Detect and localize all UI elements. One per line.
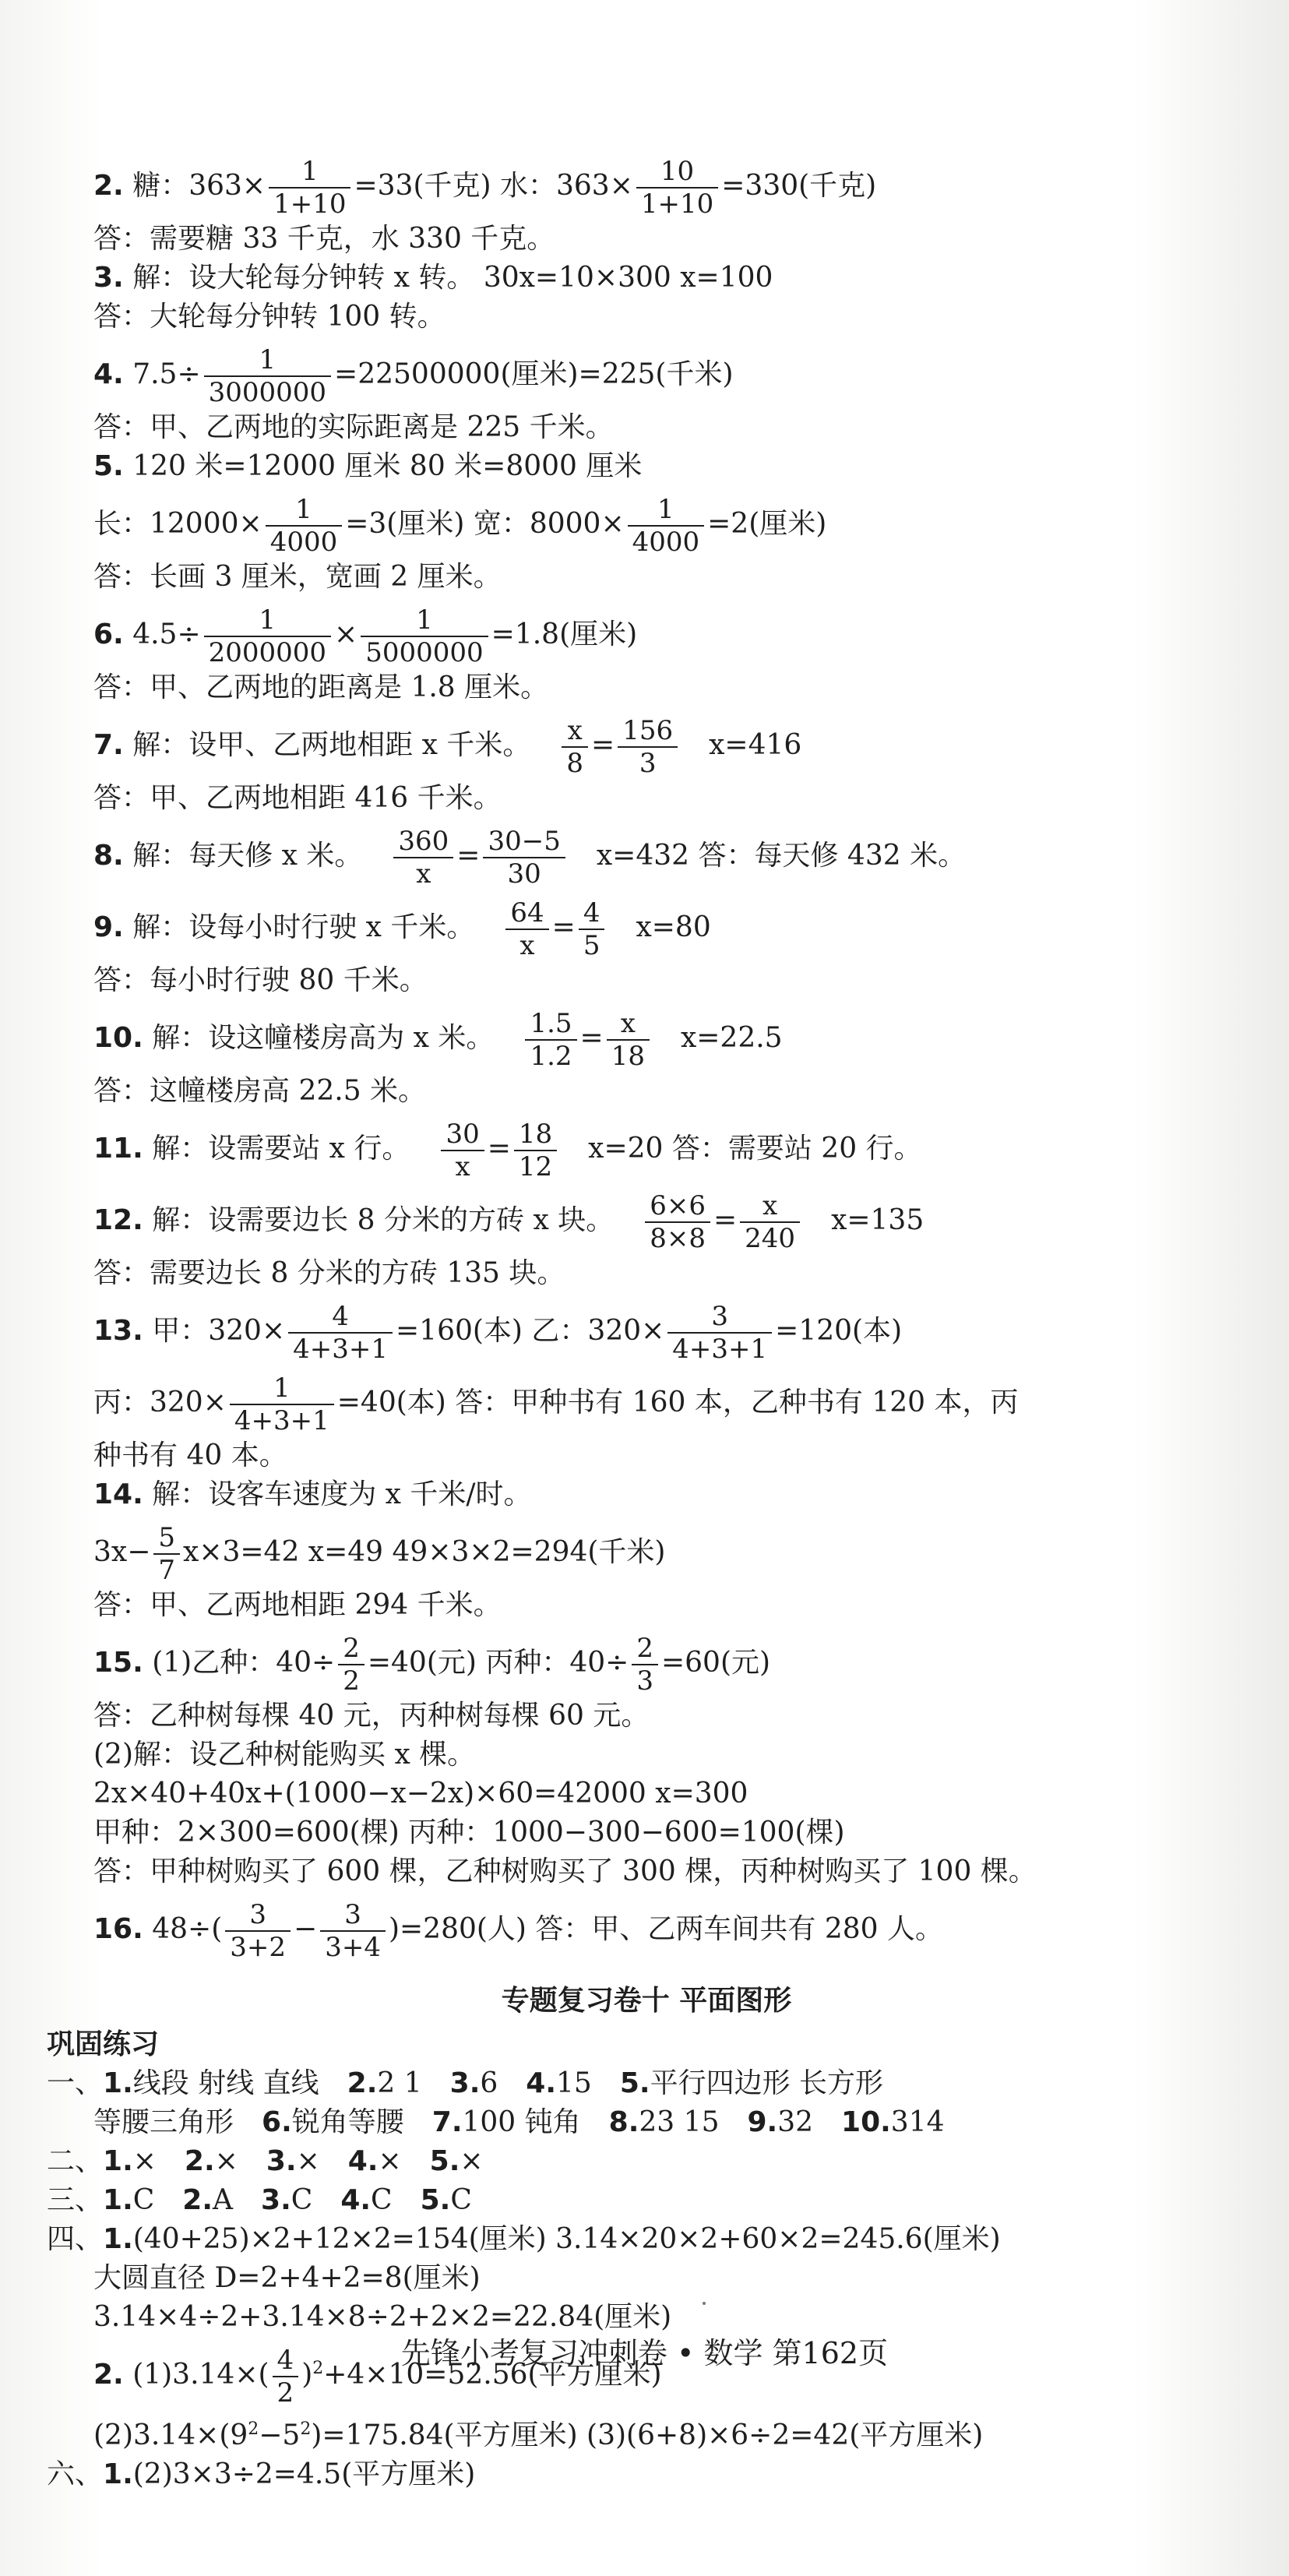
text: )=280(人) 答：甲、乙两车间共有 280 人。 [388, 1913, 944, 1945]
numerator: x [567, 715, 583, 746]
section-prefix: 一、 [47, 2067, 104, 2099]
denominator: 2000000 [204, 636, 331, 668]
text: (1)乙种：40÷ [152, 1647, 336, 1679]
question-number: 1. [103, 2458, 133, 2490]
answer-14 [93, 1475, 1199, 1514]
text: =160(本) 乙：320× [396, 1315, 665, 1347]
answer-text: 答：需要糖 33 千克，水 330 千克。 [93, 223, 555, 255]
text: 解：设客车速度为 x 千米/时。 [152, 1478, 532, 1510]
fraction [269, 156, 350, 220]
answer-4 [93, 344, 1199, 408]
section-2 [47, 2142, 1199, 2181]
fraction [579, 897, 605, 961]
denominator: 4+3+1 [230, 1404, 334, 1436]
denominator: 4+3+1 [667, 1332, 772, 1365]
denominator: 3000000 [204, 375, 331, 408]
question-number: 4. [340, 2184, 372, 2216]
fraction [204, 604, 331, 668]
question-number: 3. [449, 2067, 481, 2099]
text: 等腰三角形 [93, 2106, 234, 2138]
text: 解：设这幢楼房高为 x 米。 [152, 1022, 495, 1054]
text: 120 米=12000 厘米 80 米=8000 厘米 [132, 450, 643, 482]
question-number: 10. [93, 1022, 143, 1054]
text: ) [301, 2359, 313, 2391]
text: 锐角等腰 [291, 2106, 404, 2138]
denominator: 2 [273, 2376, 299, 2409]
numerator: 360 [398, 826, 449, 857]
text: =330(千克) [721, 170, 877, 202]
text: = [591, 729, 615, 761]
question-number: 15. [93, 1647, 143, 1679]
answer-16 [93, 1899, 1199, 1963]
denominator: 3+4 [320, 1930, 386, 1963]
text: =1.8(厘米) [491, 618, 638, 650]
question-number: 5. [93, 450, 124, 482]
text: =22500000(厘米)=225(千米) [334, 358, 734, 390]
answer-10 [93, 1008, 1199, 1072]
sub-title: 巩固练习 [47, 2028, 160, 2060]
question-number: 5. [429, 2145, 460, 2177]
question-number: 8. [93, 840, 124, 872]
text: C [450, 2184, 472, 2216]
fraction [636, 156, 718, 220]
text: × [334, 618, 358, 650]
answer-8 [93, 826, 1199, 890]
numerator: 1 [273, 1373, 291, 1404]
text: x=20 答：需要站 20 行。 [588, 1133, 922, 1165]
answer-11 [93, 1119, 1199, 1182]
answer-text: 答：甲、乙两地相距 294 千米。 [93, 1589, 502, 1621]
denominator: 8×8 [645, 1221, 710, 1254]
answer-text: 答：乙种树每棵 40 元，丙种树每棵 60 元。 [93, 1700, 650, 1732]
question-number: 3. [261, 2184, 291, 2216]
text: 糖：363× [132, 170, 266, 202]
question-number: 6. [93, 618, 124, 650]
question-number: 2. [93, 170, 124, 202]
section-6 [47, 2455, 1199, 2494]
text: C [371, 2184, 393, 2216]
text: C [291, 2184, 313, 2216]
numerator: 1 [416, 604, 433, 636]
text: 解：设甲、乙两地相距 x 千米。 [132, 729, 531, 761]
fraction [514, 1119, 557, 1182]
numerator: 1 [295, 494, 312, 525]
text: 7.5÷ [132, 358, 201, 390]
text: (40+25)×2+12×2=154(厘米) 3.14×20×2+60×2=245.6(厘米) [132, 2223, 1001, 2255]
numerator: 30 [446, 1119, 480, 1150]
denominator: 4000 [266, 525, 343, 558]
denominator: 3 [618, 746, 678, 779]
text: =40(元) 丙种：40÷ [367, 1647, 629, 1679]
section-3 [47, 2181, 1199, 2220]
numerator: 18 [518, 1119, 553, 1150]
answer-text: 2x×40+40x+(1000−x−2x)×60=42000 x=300 [93, 1778, 748, 1810]
denominator: 4000 [628, 525, 705, 558]
numerator: 1 [657, 494, 674, 525]
denominator: 1.2 [525, 1039, 576, 1072]
print-speck [703, 2302, 706, 2305]
answer-text: 答：这幢楼房高 22.5 米。 [93, 1075, 427, 1107]
text: (2)3×3÷2=4.5(平方厘米) [132, 2458, 476, 2490]
question-number: 12. [93, 1204, 143, 1236]
text: 解：设需要边长 8 分米的方砖 x 块。 [152, 1204, 615, 1236]
fraction [393, 826, 453, 890]
section-4-line-1 [47, 2220, 1199, 2259]
text: (2)3.14×(9 [93, 2419, 248, 2451]
question-number: 4. [93, 358, 124, 390]
question-number: 3. [266, 2145, 297, 2177]
question-number: 9. [747, 2106, 778, 2138]
question-number: 2. [347, 2067, 378, 2099]
text: × [378, 2145, 402, 2177]
question-number: 13. [93, 1315, 143, 1347]
answer-text: (2)解：设乙种树能购买 x 棵。 [93, 1739, 476, 1771]
text: x×3=42 x=49 49×3×2=294(千米) [183, 1536, 666, 1568]
numerator: x [620, 1008, 636, 1039]
section-prefix: 二、 [47, 2145, 104, 2177]
question-number: 1. [103, 2184, 133, 2216]
question-number: 1. [103, 2223, 133, 2255]
text: = [579, 1022, 604, 1054]
numerator: 30−5 [488, 826, 561, 857]
denominator: 1+10 [269, 187, 350, 220]
answer-5 [93, 447, 1199, 486]
exponent: 2 [300, 2419, 312, 2439]
question-number: 8. [608, 2106, 639, 2138]
answer-9 [93, 897, 1199, 961]
section-1-line-1 [47, 2064, 1199, 2103]
question-number: 4. [347, 2145, 379, 2177]
text: 32 [777, 2106, 814, 2138]
denominator: 12 [514, 1150, 557, 1182]
text: 100 钝角 [462, 2106, 581, 2138]
numerator: 10 [660, 156, 695, 187]
question-number: 1. [103, 2145, 133, 2177]
fraction [204, 344, 331, 408]
text: x=432 答：每天修 432 米。 [596, 840, 967, 872]
answer-text: 3.14×4÷2+3.14×8÷2+2×2=22.84(厘米) [93, 2301, 672, 2333]
text: x=135 [831, 1204, 924, 1236]
text: × [296, 2145, 320, 2177]
text: 甲：320× [152, 1315, 286, 1347]
section-prefix: 三、 [47, 2184, 104, 2216]
text: 6 [480, 2067, 498, 2099]
text: 解：设每小时行驶 x 千米。 [132, 911, 475, 943]
fraction [338, 1633, 365, 1697]
question-number: 3. [93, 262, 124, 294]
denominator: 1+10 [636, 187, 718, 220]
text: 长：12000× [93, 508, 262, 540]
fraction [667, 1301, 772, 1365]
fraction [607, 1008, 650, 1072]
text: 15 [556, 2067, 592, 2099]
text: (1)3.14×( [132, 2359, 269, 2391]
question-number: 2. [93, 2359, 124, 2391]
text: =33(千克) 水：363× [354, 170, 633, 202]
fraction [645, 1190, 710, 1254]
section-4-q2-cont [93, 2416, 1199, 2455]
text: × [132, 2145, 157, 2177]
question-number: 4. [526, 2067, 557, 2099]
denominator: 3 [632, 1664, 658, 1697]
text: 23 15 [639, 2106, 720, 2138]
numerator: x [762, 1190, 778, 1221]
denominator: 5 [579, 929, 605, 961]
text: × [214, 2145, 238, 2177]
text: =120(本) [775, 1315, 903, 1347]
question-number: 5. [619, 2067, 650, 2099]
numerator: 64 [510, 897, 544, 929]
answer-line [93, 1373, 1199, 1436]
answer-text: 答：甲、乙两地的距离是 1.8 厘米。 [93, 671, 549, 703]
question-number: 9. [93, 911, 124, 943]
denominator: x [505, 929, 548, 961]
denominator: 7 [153, 1553, 180, 1586]
question-number: 11. [93, 1133, 143, 1165]
text: =60(元) [660, 1647, 771, 1679]
question-number: 7. [93, 729, 124, 761]
text: 丙：320× [93, 1387, 227, 1418]
numerator: 156 [622, 715, 674, 746]
answer-text: 答：长画 3 厘米，宽画 2 厘米。 [93, 561, 502, 593]
question-number: 5. [420, 2184, 451, 2216]
text: = [713, 1204, 738, 1236]
text: 解：设大轮每分钟转 x 转。 30x=10×300 x=100 [132, 262, 773, 294]
text: 解：设需要站 x 行。 [152, 1133, 410, 1165]
answer-12 [93, 1190, 1199, 1254]
answer-line [93, 1522, 1199, 1586]
fraction [225, 1899, 291, 1963]
answer-2 [93, 156, 1199, 220]
answer-content [47, 156, 1199, 2494]
denominator: x [393, 857, 453, 890]
numerator: 1 [259, 604, 276, 636]
question-number: 16. [93, 1913, 143, 1945]
denominator: x [441, 1150, 484, 1182]
fraction [361, 604, 488, 668]
text: 314 [890, 2106, 945, 2138]
denominator: 18 [607, 1039, 650, 1072]
text: = [456, 840, 481, 872]
numerator: 4 [583, 897, 600, 929]
page-footer: 先锋小考复习冲刺卷 • 数学 第162页 [400, 2336, 889, 2370]
denominator: 8 [562, 746, 588, 779]
text: x=416 [709, 729, 802, 761]
text: x=80 [636, 911, 711, 943]
fraction [441, 1119, 484, 1182]
answer-7 [93, 715, 1199, 779]
text: x=22.5 [680, 1022, 783, 1054]
text: A [213, 2184, 234, 2216]
fraction [153, 1522, 180, 1586]
text: × [460, 2145, 484, 2177]
fraction [632, 1633, 658, 1697]
answer-6 [93, 604, 1199, 668]
fraction [230, 1373, 334, 1436]
fraction [505, 897, 548, 961]
question-number: 7. [431, 2106, 463, 2138]
fraction [618, 715, 678, 779]
text: = [551, 911, 576, 943]
answer-text: 答：甲、乙两地的实际距离是 225 千米。 [93, 411, 614, 443]
numerator: 3 [249, 1899, 266, 1930]
answer-text: 甲种：2×300=600(棵) 丙种：1000−300−600=100(棵) [93, 1817, 845, 1848]
answer-text: 种书有 40 本。 [93, 1440, 287, 1471]
text: −5 [259, 2419, 301, 2451]
answer-text: 答：甲种树购买了 600 棵，乙种树购买了 300 棵，丙种树购买了 100 棵。 [93, 1855, 1037, 1887]
text: 平行四边形 长方形 [650, 2067, 884, 2099]
question-number: 10. [841, 2106, 891, 2138]
question-number: 2. [184, 2145, 215, 2177]
numerator: 5 [158, 1522, 176, 1553]
numerator: 6×6 [650, 1190, 706, 1221]
text: =3(厘米) 宽：8000× [345, 508, 625, 540]
denominator: 2 [338, 1664, 365, 1697]
denominator: 5000000 [361, 636, 488, 668]
exponent: 2 [248, 2419, 259, 2439]
text: C [132, 2184, 155, 2216]
fraction [562, 715, 588, 779]
answer-13 [93, 1301, 1199, 1365]
fraction [320, 1899, 386, 1963]
numerator: 3 [344, 1899, 361, 1930]
section-prefix: 六、 [47, 2458, 104, 2490]
numerator: 4 [332, 1301, 349, 1332]
answer-text: 答：每小时行驶 80 千米。 [93, 964, 428, 996]
text: 2 1 [377, 2067, 422, 2099]
denominator: 30 [483, 857, 565, 890]
question-number: 6. [262, 2106, 292, 2138]
numerator: 1 [301, 156, 319, 187]
fraction [740, 1190, 800, 1254]
numerator: 2 [636, 1633, 653, 1664]
answer-3 [93, 259, 1199, 298]
fraction [266, 494, 343, 558]
numerator: 1.5 [530, 1008, 572, 1039]
text: 线段 射线 直线 [132, 2067, 319, 2099]
exponent: 2 [312, 2359, 324, 2378]
text: 4.5÷ [132, 618, 201, 650]
answer-text: 答：大轮每分钟转 100 转。 [93, 301, 446, 333]
text: 48÷( [152, 1913, 223, 1945]
numerator: 3 [711, 1301, 729, 1332]
answer-text: 大圆直径 D=2+4+2=8(厘米) [93, 2262, 481, 2294]
numerator: 2 [343, 1633, 360, 1664]
numerator: 4 [276, 2345, 294, 2376]
fraction [525, 1008, 576, 1072]
text: +4×10=52.56(平方厘米) [323, 2359, 662, 2391]
text: =40(本) 答：甲种书有 160 本，乙种书有 120 本，丙 [336, 1387, 1019, 1418]
text: 3x− [93, 1536, 151, 1568]
fraction [288, 1301, 393, 1365]
denominator: 4+3+1 [288, 1332, 393, 1365]
text: 解：每天修 x 米。 [132, 840, 363, 872]
answer-text: 答：需要边长 8 分米的方砖 135 块。 [93, 1257, 565, 1289]
question-number: 2. [182, 2184, 213, 2216]
denominator: 3+2 [225, 1930, 291, 1963]
denominator: 240 [740, 1221, 800, 1254]
question-number: 1. [103, 2067, 133, 2099]
section-prefix: 四、 [47, 2223, 104, 2255]
text: = [487, 1133, 511, 1165]
section-1-line-2 [93, 2103, 1199, 2142]
numerator: 1 [259, 344, 276, 375]
answer-15 [93, 1633, 1199, 1697]
fraction [628, 494, 705, 558]
text: =2(厘米) [707, 508, 827, 540]
question-number: 14. [93, 1478, 143, 1510]
answer-text: 答：甲、乙两地相距 416 千米。 [93, 782, 502, 814]
text: )=175.84(平方厘米) (3)(6+8)×6÷2=42(平方厘米) [311, 2419, 984, 2451]
fraction [483, 826, 565, 890]
section-title: 专题复习卷十 平面图形 [501, 1985, 792, 2017]
answer-line [93, 494, 1199, 558]
text: − [294, 1913, 318, 1945]
